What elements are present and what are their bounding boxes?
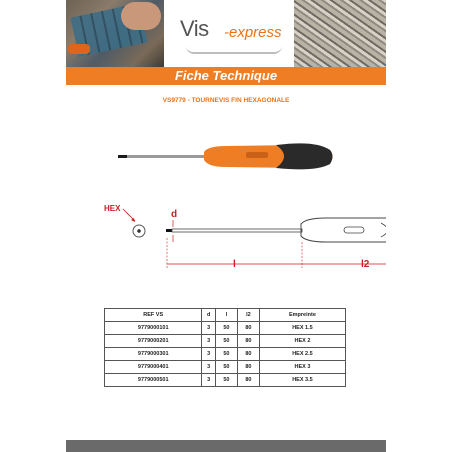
cell-empreinte: HEX 1.5 (259, 322, 345, 335)
logo-suffix-text: -express (224, 24, 282, 41)
col-l2: l2 (237, 309, 259, 322)
outline-shaft (172, 229, 302, 232)
page-title: Fiche Technique (174, 68, 278, 83)
header-banner (66, 0, 386, 67)
cell-d: 3 (202, 322, 215, 335)
screwdriver-grip (276, 143, 333, 169)
footer-bar (66, 440, 386, 452)
title-bar (66, 67, 386, 85)
hex-socket (137, 229, 140, 233)
col-d: d (202, 309, 215, 322)
screwdriver-tip (118, 155, 128, 158)
cell-ref: 9779000401 (105, 361, 202, 374)
cell-l: 50 (215, 335, 237, 348)
logo-swoosh (186, 46, 282, 54)
cell-ref: 9779000301 (105, 348, 202, 361)
d-label: d (171, 209, 178, 220)
hand (121, 2, 161, 30)
workshop-photo (66, 0, 164, 67)
table-row (105, 374, 346, 387)
outline-grip-detail (381, 223, 386, 237)
drawing-svg (96, 198, 386, 278)
tool (68, 44, 90, 54)
table-row (105, 322, 346, 335)
cell-l: 50 (215, 361, 237, 374)
cell-ref: 9779000501 (105, 374, 202, 387)
cell-ref: 9779000201 (105, 335, 202, 348)
screwdriver-shaft (127, 155, 207, 158)
col-empreinte: Empreinte (259, 309, 345, 322)
cell-l2: 80 (237, 335, 259, 348)
cell-l2: 80 (237, 322, 259, 335)
cell-l: 50 (215, 322, 237, 335)
handle-label (246, 152, 268, 158)
screws-photo (294, 0, 386, 67)
col-l: l (215, 309, 237, 322)
l-label: l (233, 259, 236, 270)
tech-sheet (66, 0, 386, 452)
outline-handle (301, 218, 386, 242)
cell-empreinte: HEX 2 (259, 335, 345, 348)
col-ref: REF VS (105, 309, 202, 322)
cell-l: 50 (215, 348, 237, 361)
cell-d: 3 (202, 374, 215, 387)
table-row (105, 335, 346, 348)
product-subtitle: VS9779 - TOURNEVIS FIN HEXAGONALE (162, 97, 290, 104)
outline-tip (166, 229, 172, 232)
cell-empreinte: HEX 3.5 (259, 374, 345, 387)
brand-logo (164, 0, 294, 67)
cell-l: 50 (215, 374, 237, 387)
cell-empreinte: HEX 3 (259, 361, 345, 374)
cell-d: 3 (202, 335, 215, 348)
hex-label: HEX (104, 204, 121, 213)
cell-empreinte: HEX 2.5 (259, 348, 345, 361)
outline-handle-label (344, 227, 364, 233)
cell-l2: 80 (237, 374, 259, 387)
cell-l2: 80 (237, 348, 259, 361)
spec-table (104, 308, 346, 387)
cell-d: 3 (202, 348, 215, 361)
technical-drawing (96, 198, 386, 278)
product-image (116, 138, 336, 178)
table-row (105, 348, 346, 361)
cell-l2: 80 (237, 361, 259, 374)
logo-brand-text: Vis (180, 16, 209, 41)
table-header-row (105, 309, 346, 322)
cell-ref: 9779000101 (105, 322, 202, 335)
l2-label: l2 (361, 259, 370, 270)
table-row (105, 361, 346, 374)
cell-d: 3 (202, 361, 215, 374)
